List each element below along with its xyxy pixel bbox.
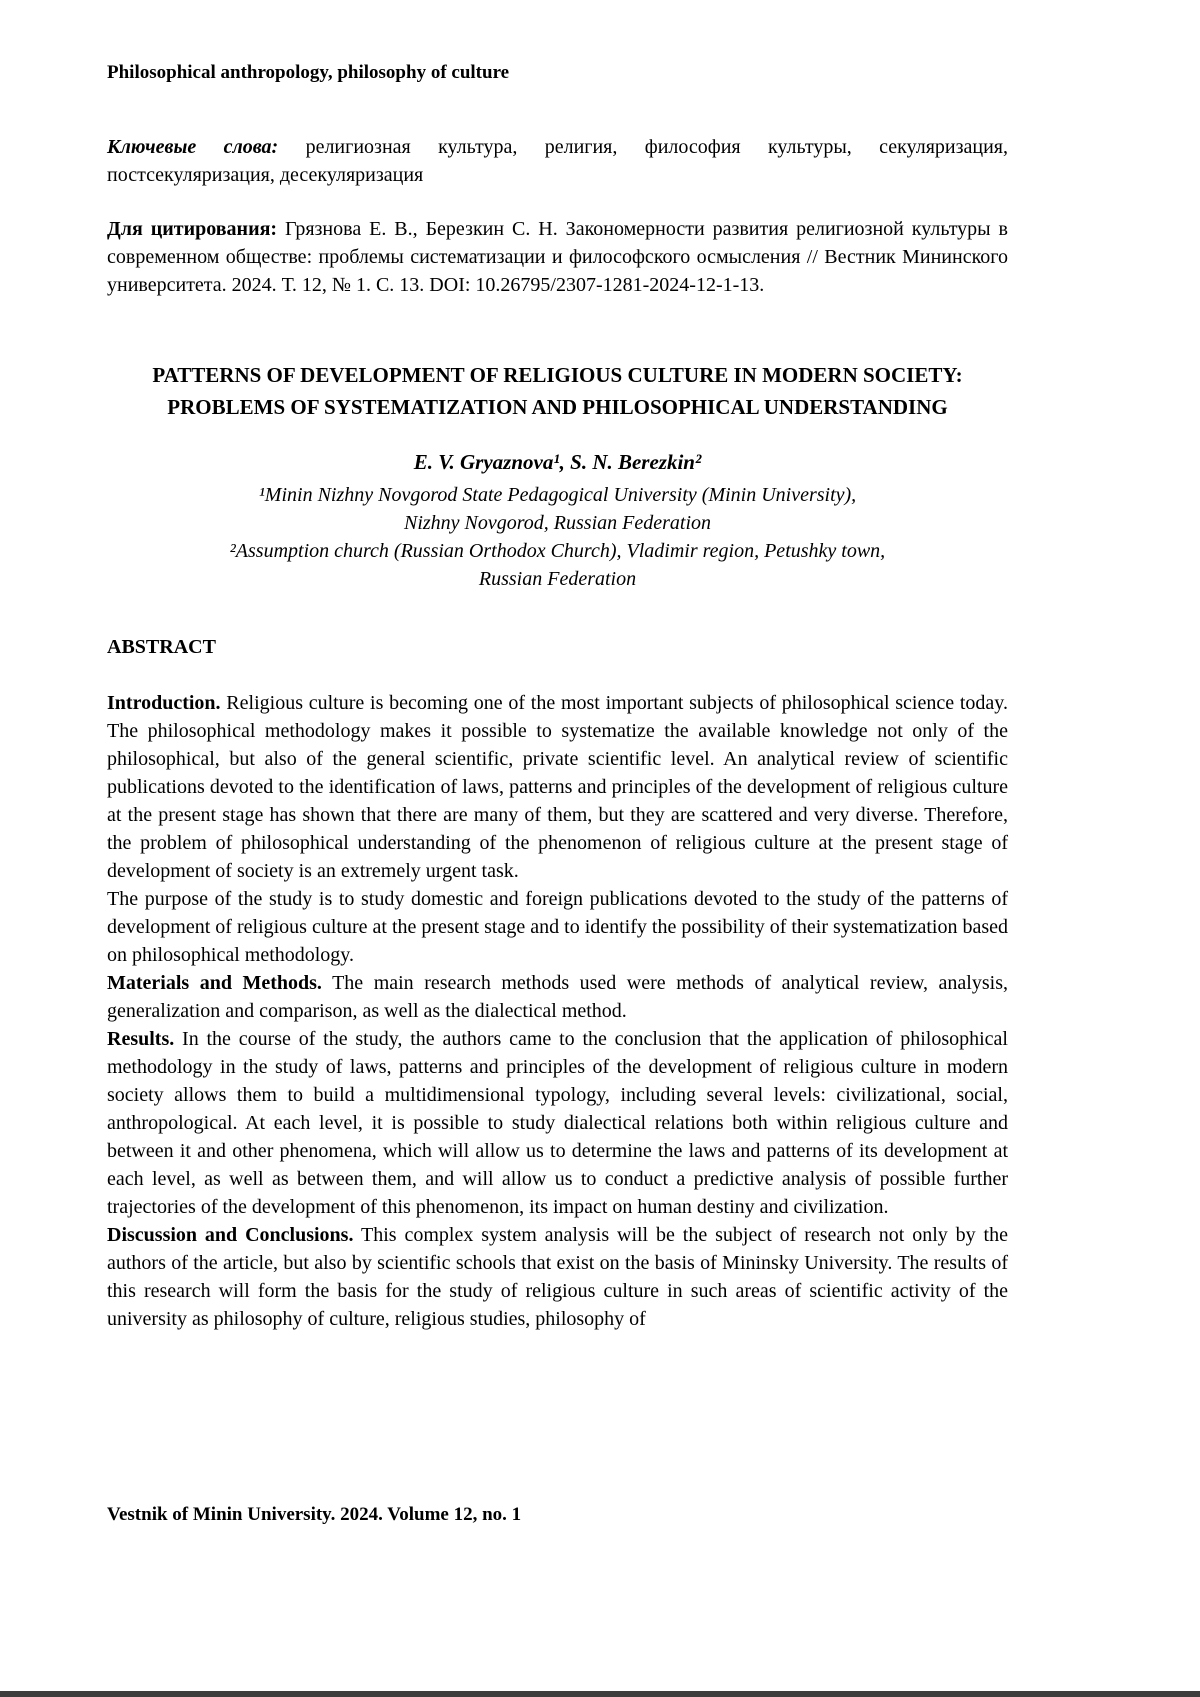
- paragraph-text: The main research methods used were methods of analytical review, analysis, generalization and comparison, as well as the dialectical method.: [107, 972, 1008, 1023]
- abstract-paragraph: [107, 1221, 1008, 1333]
- abstract-paragraph: [107, 1025, 1008, 1221]
- title-line-2: PROBLEMS OF SYSTEMATIZATION AND PHILOSOPHICAL UNDERSTANDING: [167, 395, 948, 420]
- affiliation-line: ²Assumption church (Russian Orthodox Church), Vladimir region, Petushky town,: [229, 540, 886, 563]
- abstract-body: [107, 689, 1008, 1333]
- paragraph-text: This complex system analysis will be the subject of research not only by the authors of the article, but also by scientific schools that exist on the basis of Mininsky University. The results of this research will form the basis for the study of religious culture in such areas of scientific activity of the university as philosophy of culture, religious studies, philosophy of: [107, 1224, 1008, 1331]
- abstract-paragraph: [107, 969, 1008, 1025]
- paragraph-lead: Discussion and Conclusions.: [107, 1224, 354, 1247]
- page-footer: Vestnik of Minin University. 2024. Volume 12, no. 1: [107, 1504, 522, 1525]
- article-title: [107, 359, 1008, 424]
- abstract-heading: ABSTRACT: [107, 636, 216, 659]
- paragraph-lead: Introduction.: [107, 692, 221, 715]
- abstract-paragraph: [107, 885, 1008, 969]
- citation-paragraph: [107, 215, 1008, 299]
- citation-text: Грязнова Е. В., Березкин С. Н. Закономерности развития религиозной культуры в современном обществе: проблемы систематизации и философского осмысления // Вестник Мининского университета. 2024. Т. 12, № 1. С. 13. DOI: 10.26795/2307-1281-2024-12-1-13.: [107, 217, 1008, 296]
- keywords-text: религиозная культура, религия, философия культуры, секуляризация, постсекуляризация, десекуляризация: [107, 135, 1008, 186]
- abstract-paragraph: [107, 689, 1008, 885]
- affiliation-line: Nizhny Novgorod, Russian Federation: [403, 512, 712, 535]
- citation-label: Для цитирования:: [107, 217, 278, 240]
- paragraph-lead: Materials and Methods.: [107, 972, 322, 995]
- affiliation-line: Russian Federation: [478, 568, 637, 591]
- running-head: Philosophical anthropology, philosophy of culture: [107, 62, 510, 83]
- affiliations-block: [107, 481, 1008, 593]
- keywords-paragraph: [107, 133, 1008, 189]
- affiliation-line: ¹Minin Nizhny Novgorod State Pedagogical University (Minin University),: [258, 484, 857, 507]
- title-line-1: PATTERNS OF DEVELOPMENT OF RELIGIOUS CULTURE IN MODERN SOCIETY:: [152, 362, 963, 387]
- paragraph-text: Religious culture is becoming one of the most important subjects of philosophical science today. The philosophical methodology makes it possible to systematize the available knowledge not only of the philosophical, but also of the general scientific, private scientific level. An analytical review of scientific publications devoted to the identification of laws, patterns and principles of the development of religious culture at the present stage has shown that there are many of them, but they are scattered and very diverse. Therefore, the problem of philosophical understanding of the phenomenon of religious culture at the present stage of development of society is an extremely urgent task.: [107, 692, 1008, 883]
- paragraph-text: In the course of the study, the authors came to the conclusion that the application of philosophical methodology in the study of laws, patterns and principles of the development of religious culture in modern society allows them to build a multidimensional typology, including several levels: civilizational, social, anthropological. At each level, it is possible to study dialectical relations both within religious culture and between it and other phenomena, which will allow us to determine the laws and patterns of its development at each level, as well as between them, and will allow us to conduct a predictive analysis of possible further trajectories of the development of this phenomenon, its impact on human destiny and civilization.: [107, 1028, 1008, 1219]
- paragraph-text: The purpose of the study is to study domestic and foreign publications devoted to the study of the patterns of development of religious culture at the present stage and to identify the possibility of their systematization based on philosophical methodology.: [107, 888, 1008, 967]
- page-bottom-edge: [0, 1691, 1200, 1697]
- keywords-label: Ключевые слова:: [107, 135, 279, 158]
- paragraph-lead: Results.: [107, 1028, 175, 1051]
- authors-line: E. V. Gryaznova¹, S. N. Berezkin²: [413, 449, 702, 474]
